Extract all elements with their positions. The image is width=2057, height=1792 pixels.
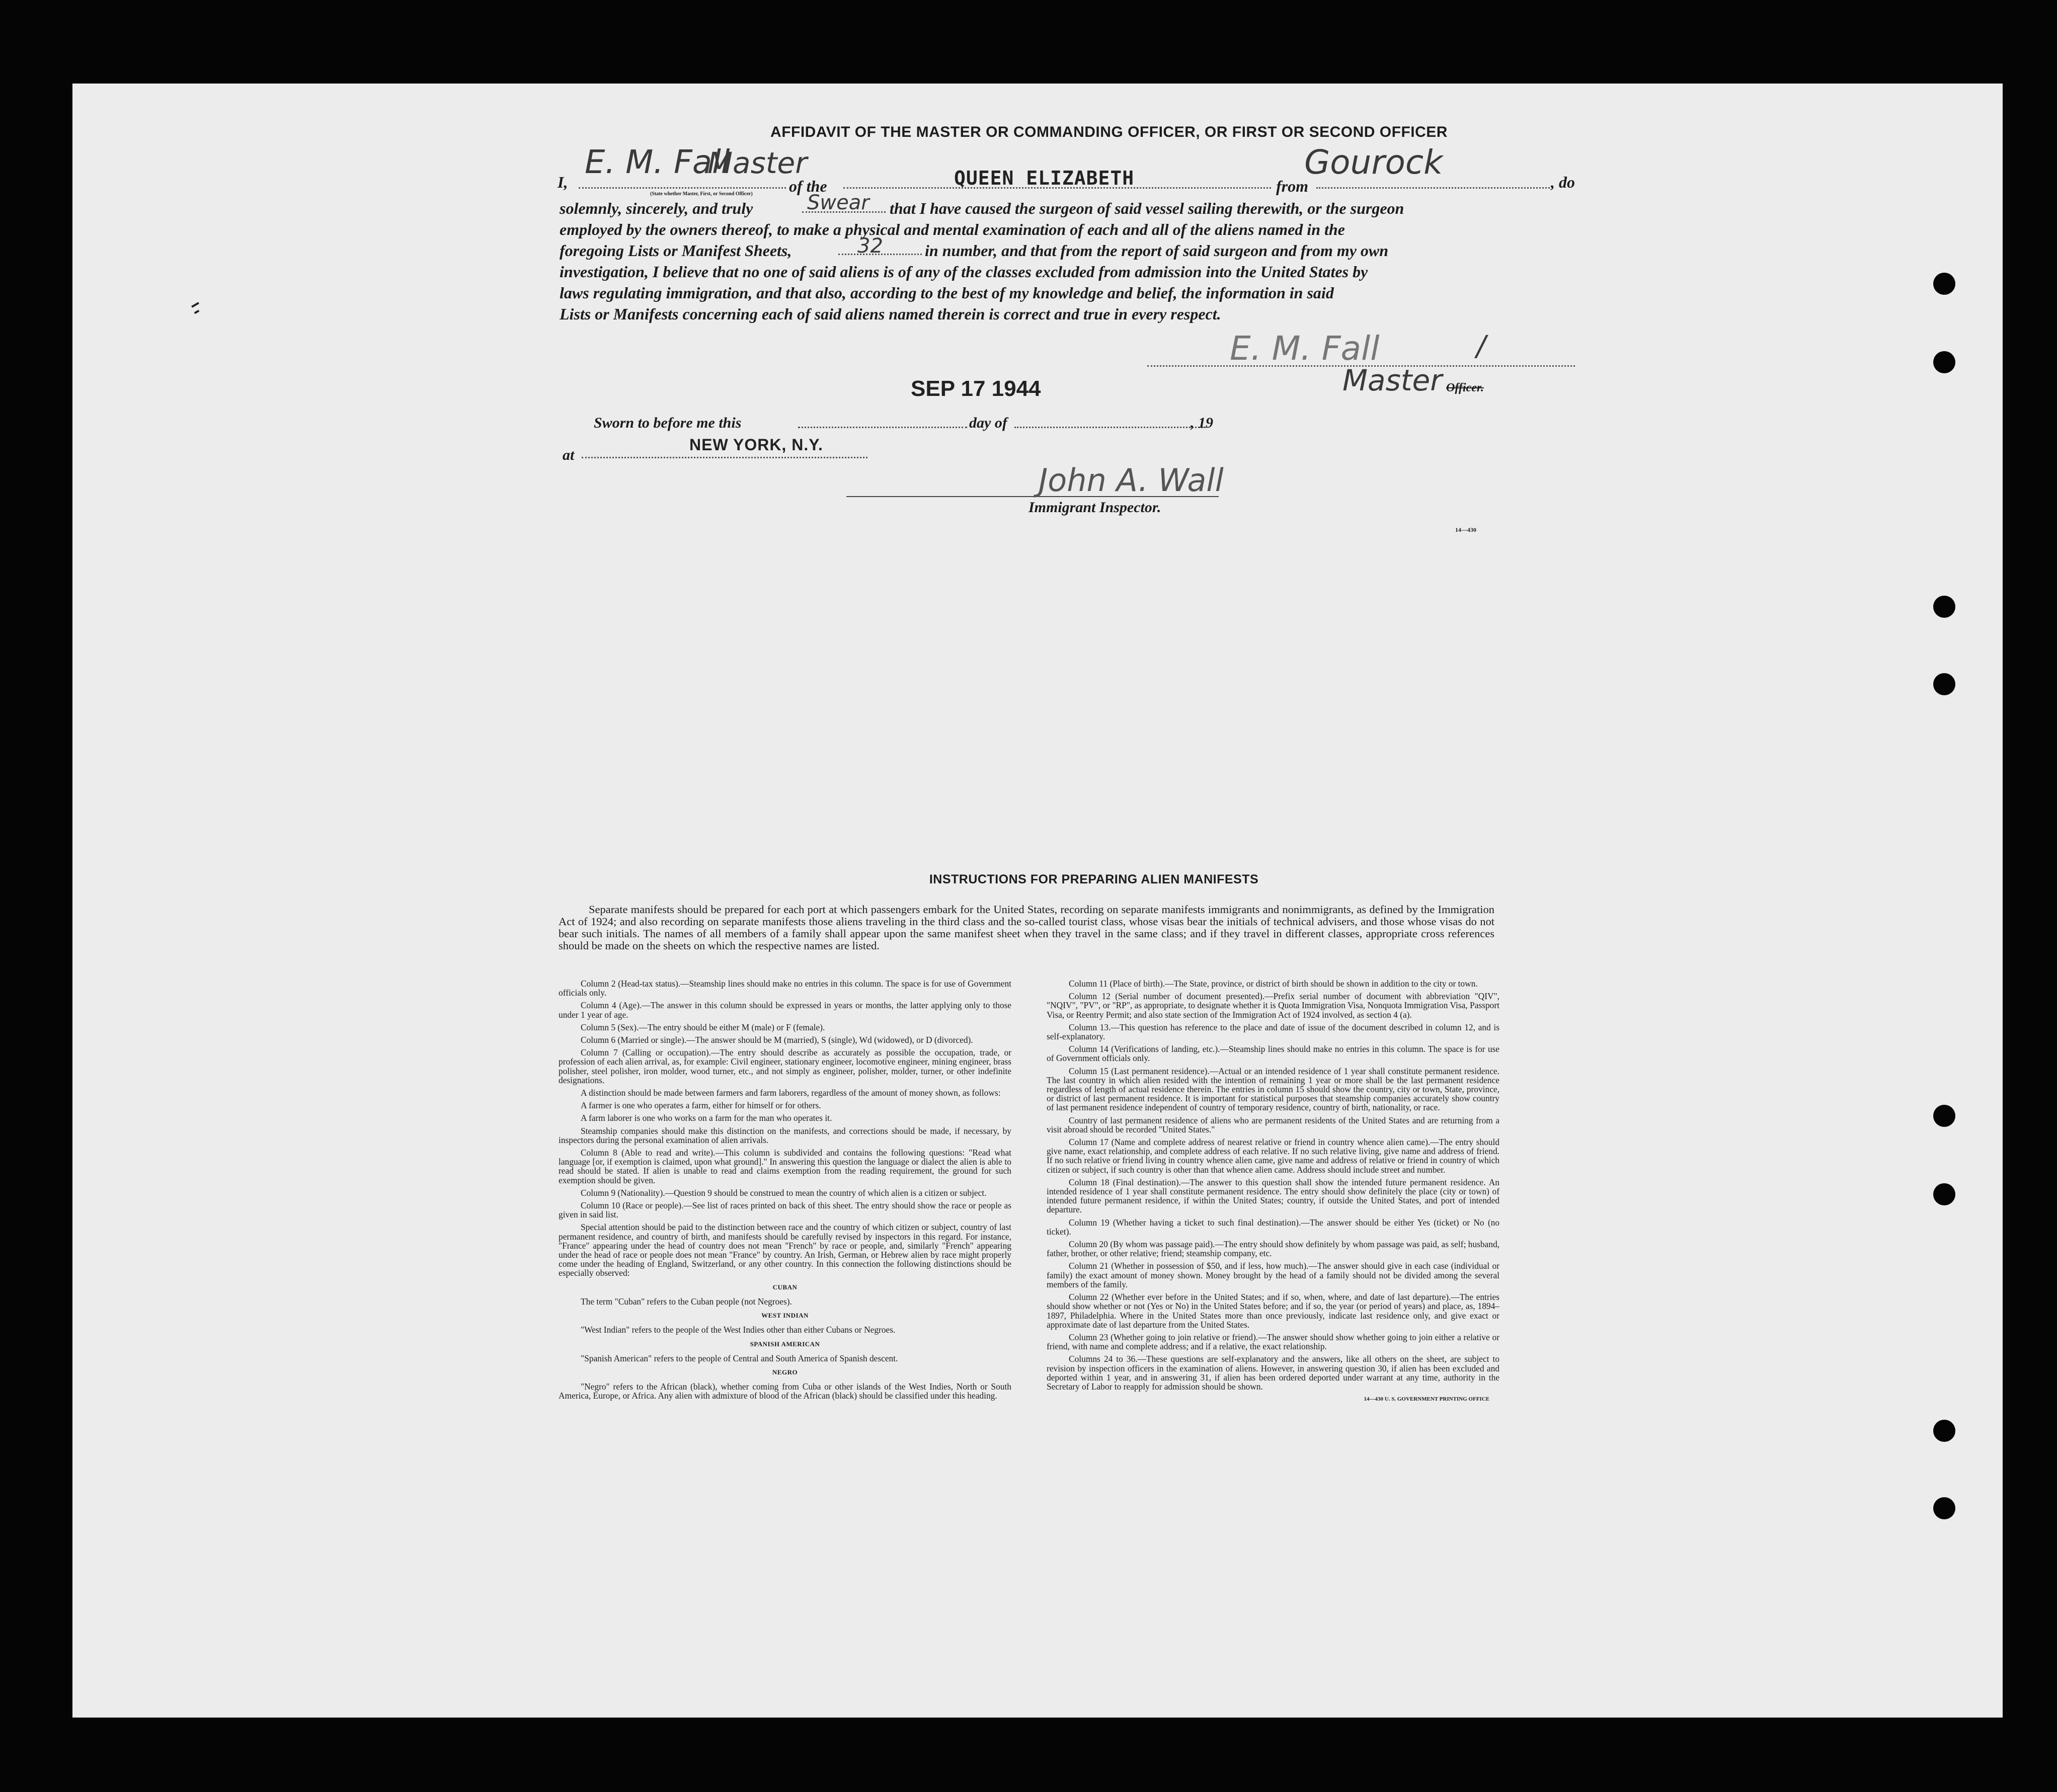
place-stamp: NEW YORK, N.Y. (689, 436, 823, 454)
form-number: 14—430 (1455, 526, 1476, 533)
signature-handwritten: E. M. Fall (1230, 329, 1380, 368)
left-paragraph: Column 5 (Sex).—The entry should be either M (male) or F (female). (581, 1022, 825, 1032)
binder-hole (1933, 351, 1955, 373)
line4-a: foregoing Lists or Manifest Sheets, (560, 241, 792, 260)
right-paragraph: Column 11 (Place of birth).—The State, province, or district of birth should be shown in addition to the city or town. (1069, 979, 1478, 989)
sworn-label: Sworn to before me this (594, 415, 742, 431)
line2-a: solemnly, sincerely, and truly (560, 199, 753, 217)
sheets-count-handwritten: 32 (857, 234, 883, 258)
signature-mark: / (1476, 330, 1486, 363)
right-paragraph: Column 17 (Name and complete address of nearest relative or friend in country whence alien came).—The entry should give name, exact relationship, and complete address of each relative. If no such relative living, give name and address of friend. If no such relative or friend living in country whence alien came, give name and address of relative or friend in country of which citizen or subject, if such country is other than that whence alien came. Address should include street and number. (1047, 1137, 1499, 1175)
right-paragraph: Column 12 (Serial number of document presented).—Prefix serial number of document with abbreviation "QIV", "NQIV", "PV", or "RP", as appropriate, to designate whether it is Quota Immigration Visa, Nonquota Immigration Visa, Passport Visa, or Reentry Permit; and also state section of the Immigration Act of 1924 involved, as section 4 (a). (1047, 991, 1499, 1020)
port-line (1316, 187, 1550, 189)
i-label: I, (558, 173, 568, 191)
place-line (582, 457, 867, 458)
left-paragraph: Column 8 (Able to read and write).—This column is subdivided and contains the following questions: "Read what language [or, if exemption is claimed, upon what ground]." In answering this question the language or dialect the alien is able to read should be stated. If alien is unable to read and claims exemption from the reading requirement, the ground for such exemption should be given. (559, 1148, 1011, 1185)
line5: investigation, I believe that no one of said aliens is of any of the classes excluded from admission into the United States by (560, 263, 1368, 281)
affidavit-title: AFFIDAVIT OF THE MASTER OR COMMANDING OFFICER, OR FIRST OR SECOND OFFICER (770, 124, 1448, 140)
left-paragraph: Column 10 (Race or people).—See list of races printed on back of this sheet. The entry should show the race or people as given in said list. (559, 1200, 1011, 1220)
left-paragraph: Steamship companies should make this distinction on the manifests, and corrections should be made, if necessary, by inspectors during the personal examination of alien arrivals. (559, 1125, 1011, 1145)
inspector-title: Immigrant Inspector. (1028, 499, 1161, 516)
binder-hole (1933, 1105, 1955, 1127)
binder-hole (1933, 1420, 1955, 1442)
right-paragraph: Column 15 (Last permanent residence).—Actual or an intended residence of 1 year shall constitute permanent residence. The last country in which alien resided with the intention of remaining 1 year or more shall be the last permanent residence regardless of length of actual residence therein. The entries in column 15 should show the country, city or town, State, province, or district of last permanent residence. It is important for statistical purposes that steamship companies accurately show country of last permanent residence independent of country of temporary residence, country of birth, nationality, or race. (1047, 1066, 1499, 1113)
binder-hole (1933, 673, 1955, 695)
margin-mark (194, 310, 200, 314)
binder-hole (1933, 1183, 1955, 1205)
instructions-intro: Separate manifests should be prepared for each port at which passengers embark for the United States, recording on separate manifests immigrants and nonimmigrants, as defined by the Immigration Act of 1924; and also recording on separate manifests those aliens traveling in the third class and the so-called tourist class, whose visas bear the initials of technical advisers, and those whose visas do not bear such initials. The names of all members of a family shall appear upon the same manifest sheet when they travel in the same class; and if they travel in different classes, appropriate cross references should be made on the sheets on which the respective names are listed. (559, 903, 1494, 952)
do-label: , do (1551, 173, 1575, 191)
rank-handwritten: Master (707, 146, 808, 180)
race-heading: SPANISH AMERICAN (750, 1340, 820, 1348)
line3: employed by the owners thereof, to make a physical and mental examination of each and all of the aliens named in the (560, 220, 1345, 238)
race-text: "West Indian" refers to the people of the West Indies other than either Cubans or Negroes. (581, 1325, 896, 1335)
left-paragraph: A farmer is one who operates a farm, either for himself or for others. (581, 1100, 821, 1111)
officer-label: Officer. (1446, 381, 1484, 394)
sworn-day-line (798, 427, 967, 428)
left-paragraph: Column 4 (Age).—The answer in this column should be expressed in years or months, the latter applying only to those under 1 year of age. (559, 1000, 1011, 1020)
date-stamp: SEP 17 1944 (911, 376, 1041, 401)
day-of-label: day of (969, 415, 1007, 431)
binder-hole (1933, 596, 1955, 618)
race-heading: NEGRO (772, 1368, 798, 1376)
right-paragraph: Column 13.—This question has reference to the place and date of issue of the document described in column 12, and is self-explanatory. (1047, 1022, 1499, 1042)
rank-caption: (State whether Master, First, or Second Officer) (650, 191, 753, 197)
line2-b: that I have caused the surgeon of said vessel sailing therewith, or the surgeon (890, 199, 1404, 217)
margin-mark (191, 302, 199, 307)
race-heading: WEST INDIAN (761, 1312, 809, 1320)
race-text: "Negro" refers to the African (black), whether coming from Cuba or other islands of the West Indies, North or South America, Europe, or Africa. Any alien with admixture of blood of the African (black) should be classified under this heading. (559, 1381, 1011, 1401)
left-paragraph: Column 2 (Head-tax status).—Steamship lines should make no entries in this column. The space is for use of Government officials only. (559, 979, 1011, 998)
signature-title-handwritten: Master (1342, 363, 1443, 397)
instructions-title: INSTRUCTIONS FOR PREPARING ALIEN MANIFESTS (929, 872, 1259, 886)
line7: Lists or Manifests concerning each of said aliens named therein is correct and true in every respect. (560, 305, 1221, 323)
right-paragraph: Column 22 (Whether ever before in the United States; and if so, when, where, and date of last departure).—The entries should show whether or not (Yes or No) in the United States before; and if so, the year (or period of years) and place, as, 1894–1897, Philadelphia. Where in the United States more than once previously, indicate last residence only, and give exact or approximate date of last departure from the United States. (1047, 1292, 1499, 1330)
of-the-label: of the (789, 177, 827, 195)
right-paragraph: Columns 24 to 36.—These questions are self-explanatory and the answers, like all others on the sheet, are subject to revision by inspection officers in the examination of aliens. However, in answering question 30, if alien has been excluded and deported within 1 year, and in answering 31, if alien has been ordered deported under warrant at any time, authority in the Secretary of Labor to reapply for admission should be shown. (1047, 1354, 1499, 1392)
race-text: "Spanish American" refers to the people of Central and South America of Spanish descent. (581, 1353, 898, 1363)
left-paragraph: A distinction should be made between farmers and farm laborers, regardless of the amount of money shown, as follows: (581, 1088, 1001, 1098)
right-paragraph: Column 20 (By whom was passage paid).—The entry should show definitely by whom passage was paid, as self; husband, father, brother, or other relative; friend; steamship company, etc. (1047, 1239, 1499, 1259)
inspector-signature-handwritten: John A. Wall (1039, 462, 1224, 499)
right-paragraph: Column 14 (Verifications of landing, etc.).—Steamship lines should make no entries in this column. The space is for use of Government officials only. (1047, 1044, 1499, 1064)
left-paragraph: Column 6 (Married or single).—The answer should be M (married), S (single), Wd (widowed), or D (divorced). (581, 1035, 973, 1045)
year-label: , 19 (1191, 415, 1213, 431)
at-label: at (563, 447, 575, 463)
left-paragraph: A farm laborer is one who works on a farm for the man who operates it. (581, 1113, 832, 1123)
binder-hole (1933, 1497, 1955, 1519)
left-paragraph: Column 9 (Nationality).—Question 9 should be construed to mean the country of which alien is a citizen or subject. (581, 1187, 987, 1198)
ship-name-stamp: QUEEN ELIZABETH (954, 167, 1135, 189)
right-paragraph: Country of last permanent residence of aliens who are permanent residents of the United States and are returning from a visit abroad should be recorded "United States." (1047, 1115, 1499, 1134)
right-paragraph: Column 21 (Whether in possession of $50, and if less, how much).—The answer should give in each case (individual or family) the exact amount of money shown. Money brought by the head of a family should not be divided among the several members of the family. (1047, 1261, 1499, 1289)
instructions-left-column (559, 979, 1011, 1404)
port-handwritten: Gourock (1304, 143, 1443, 182)
right-paragraph: Column 19 (Whether having a ticket to such final destination).—The answer should be either Yes (ticket) or No (no ticket). (1047, 1217, 1499, 1237)
printing-office-footer: 14—430 U. S. GOVERNMENT PRINTING OFFICE (1364, 1396, 1489, 1403)
left-paragraph: Special attention should be paid to the distinction between race and the country of which citizen or subject, country of last permanent residence, and country of birth, and manifests should be carefully revised by inspectors in this regard. For instance, "France" appearing under the head of country does not mean "French" by race or people, and, similarly "French" appearing under the head of race or people does not mean "France" by country. An Irish, German, or Hebrew alien by race might properly come under the heading of England, Switzerland, or any other country. In this connection the following distinctions should be especially observed: (559, 1222, 1011, 1278)
line4-b: in number, and that from the report of said surgeon and from my own (925, 241, 1389, 260)
sworn-month-line (1014, 427, 1206, 428)
right-paragraph: Column 18 (Final destination).—The answer to this question shall show the intended future permanent residence. An intended residence of 1 year shall constitute permanent residence. The entry should show definitely the place (city or town) of intended future permanent residence, if within the United States; country, if outside the United States, and port of intended departure. (1047, 1177, 1499, 1215)
instructions-right-column (1047, 979, 1499, 1404)
manifest-sheet (72, 84, 2003, 1718)
binder-hole (1933, 273, 1955, 295)
swear-handwritten: Swear (807, 191, 869, 214)
name-line (579, 187, 786, 189)
race-text: The term "Cuban" refers to the Cuban people (not Negroes). (581, 1296, 792, 1307)
race-heading: CUBAN (772, 1283, 798, 1291)
left-paragraph: Column 7 (Calling or occupation).—The entry should describe as accurately as possible the occupation, trade, or profession of each alien arrival, as, for example: Civil engineer, stationary engineer, locomotive engineer, mining engineer, brass polisher, steel polisher, iron molder, wood turner, etc., and not simply as engineer, polisher, molder, turner, or other indefinite designations. (559, 1047, 1011, 1085)
line6: laws regulating immigration, and that also, according to the best of my knowledge and belief, the information in said (560, 284, 1334, 302)
right-paragraph: Column 23 (Whether going to join relative or friend).—The answer should show whether going to join either a relative or friend, with name and complete address; and if a relative, the exact relationship. (1047, 1332, 1499, 1352)
name-handwritten: E. M. Fall (585, 144, 730, 181)
from-label: from (1276, 177, 1308, 195)
